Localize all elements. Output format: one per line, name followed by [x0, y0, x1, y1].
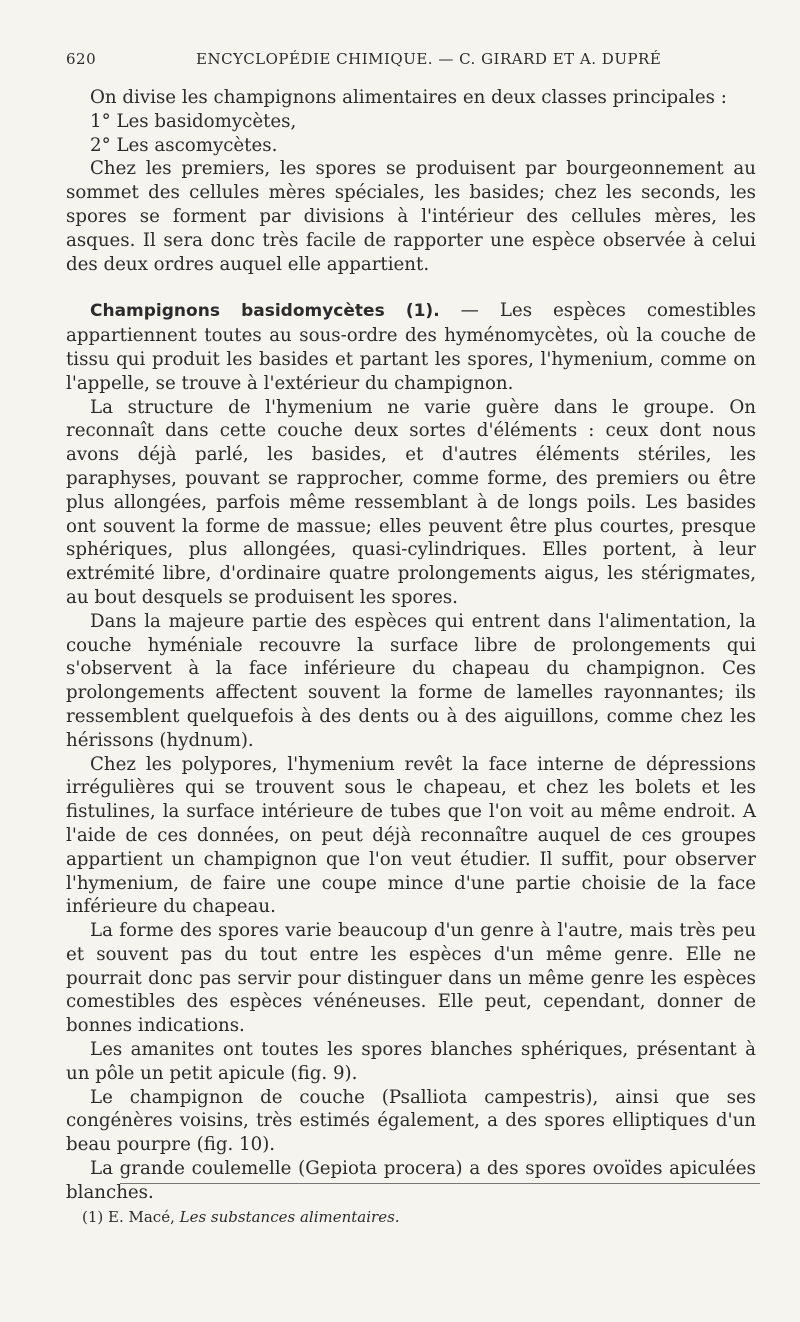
paragraph: Les amanites ont toutes les spores blanches sphériques, présentant à un pôle un petit apicule (fig. 9).	[66, 1039, 756, 1084]
paragraph: Dans la majeure partie des espèces qui entrent dans l'alimentation, la couche hyméniale recouvre la surface libre de prolongements qui s'observent à la face inférieure du chapeau du champignon. Ces prolongements affectent souvent la forme de lamelles rayonnantes; ils ressemblent quelquefois à des dents ou à des aiguillons, comme chez les hérissons (hydnum).	[66, 610, 756, 751]
running-title: ENCYCLOPÉDIE CHIMIQUE. — C. GIRARD ET A. DUPRÉ	[196, 50, 662, 68]
list-item: 2° Les ascomycètes.	[90, 134, 278, 156]
paragraph: Chez les polypores, l'hymenium revêt la face interne de dépressions irrégulières qui se trouvent sous le chapeau, et chez les bolets et les fistulines, la surface intérieure de tubes que l'on voit au même endroit. A l'aide de ces données, on peut déjà reconnaître auquel de ces groupes appartient un champignon que l'on veut étudier. Il suffit, pour observer l'hymenium, de faire une coupe mince d'une partie choisie de la face inférieure du chapeau.	[66, 753, 756, 918]
body-text	[66, 86, 756, 1205]
paragraph: La structure de l'hymenium ne varie guère dans le groupe. On reconnaît dans cette couche deux sortes d'éléments : ceux dont nous avons déjà parlé, les basides, et d'autres éléments stériles, les paraphyses, pouvant se rapprocher, comme forme, des premiers ou être plus allongées, parfois même ressemblant à de longs poils. Les basides ont souvent la forme de massue; elles peuvent être plus courtes, presque sphériques, plus allongées, quasi-cylindriques. Elles portent, à leur extrémité libre, d'ordinaire quatre prolongements aigus, les stérigmates, au bout desquels se produisent les spores.	[66, 396, 756, 608]
paragraph: La grande coulemelle (Gepiota procera) a des spores ovoïdes apiculées blanches.	[66, 1158, 756, 1203]
footnote-divider	[120, 1183, 760, 1184]
footnote-marker: (1) E. Macé,	[82, 1208, 180, 1226]
section-text: — Les espèces comestibles appartiennent toutes au sous-ordre des hyménomycètes, où la couche de tissu qui produit les basides et partant les spores, l'hymenium, comme on l'appelle, se trouve à l'extérieur du champignon.	[66, 300, 756, 394]
section-heading: Champignons basidomycètes (1).	[90, 301, 440, 322]
page-number: 620	[66, 50, 97, 68]
footnote-title: Les substances alimentaires.	[179, 1208, 400, 1226]
paragraph: La forme des spores varie beaucoup d'un genre à l'autre, mais très peu et souvent pas du tout entre les espèces d'un même genre. Elle ne pourrait donc pas servir pour distinguer dans un même genre les espèces comestibles des espèces vénéneuses. Elle peut, cependant, donner de bonnes indications.	[66, 920, 756, 1037]
section-paragraph	[66, 299, 756, 395]
paragraph: Le champignon de couche (Psalliota campestris), ainsi que ses congénères voisins, très estimés également, a des spores elliptiques d'un beau pourpre (fig. 10).	[66, 1086, 756, 1156]
paragraph: Chez les premiers, les spores se produisent par bourgeonnement au sommet des cellules mères spéciales, les basides; chez les seconds, les spores se forment par divisions à l'intérieur des cellules mères, les asques. Il sera donc très facile de rapporter une espèce observée à celui des deux ordres auquel elle appartient.	[66, 158, 756, 275]
paragraph-intro: On divise les champignons alimentaires en deux classes principales :	[90, 87, 727, 108]
list-item: 1° Les basidomycètes,	[90, 110, 297, 132]
footnote	[82, 1208, 400, 1226]
